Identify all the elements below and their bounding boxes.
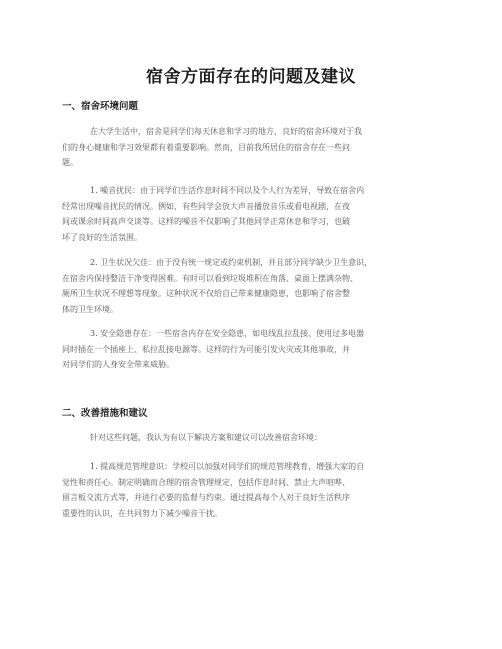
paragraph-line: 觉性和责任心。制定明确而合理的宿舍管理规定，包括作息时间、禁止大声喧哗、 [62,477,350,487]
paragraph-noise [62,183,462,245]
paragraph-intro [62,124,462,171]
paragraph-line: 坏了良好的生活氛围。 [62,232,142,242]
section-heading-environment: 一、宿舍环境问题 [62,101,139,112]
paragraph-line: 同时插在一个插座上、私拉乱接电源等。这样的行为可能引发火灾或其他事故，并 [62,344,350,354]
paragraph-line: 题。 [62,158,78,167]
paragraph-line: 经常出现噪音扰民的情况。例如，有些同学会放大声音播放音乐或看电视剧，在夜 [62,201,350,211]
paragraph-line: 对同学们的人身安全带来威胁。 [62,360,174,369]
paragraph-line: 2. 卫生状况欠佳：由于没有统一规定或约束机制，并且部分同学缺少卫生意识， [90,258,373,267]
paragraph-line: 间或课余时间高声交谈等。这样的噪音不仅影响了其他同学正常休息和学习，也破 [62,217,350,226]
paragraph-line: 厕所卫生状况不理想等现象。这种状况不仅给自己带来健康隐患，也影响了宿舍整 [62,289,350,298]
paragraph-line: 在宿舍内保持整洁干净变得困难。有时可以看到垃圾堆积在角落、桌面上摆满杂物、 [62,273,358,283]
paragraph-line: 1. 提高规范管理意识：学校可以加强对同学们的规范管理教育，增强大家的自 [90,462,365,471]
paragraph-line: 1. 噪音扰民：由于同学们生活作息时间不同以及个人行为差异，导致在宿舍内 [90,186,365,195]
paragraph-management [62,459,462,521]
paragraph-hygiene [62,255,462,317]
paragraph-line: 们的身心健康和学习效果都有着重要影响。然而，目前我所居住的宿舍存在一些问 [62,142,350,152]
paragraph-line: 重要性的认识，在共同努力下减少噪音干扰。 [62,508,222,518]
paragraph-suggestion-intro [62,430,462,446]
paragraph-line: 3. 安全隐患存在：一些宿舍内存在安全隐患，如电线乱拉乱接、使用过多电器 [90,329,365,338]
document-title: 宿舍方面存在的问题及建议 [146,67,356,87]
section-heading-suggestions: 二、改善措施和建议 [62,408,148,419]
paragraph-line: 留言板交流方式等，并进行必要的监督与约束。通过提高每个人对于良好生活秩序 [62,493,350,502]
paragraph-safety [62,326,462,373]
paragraph-line: 针对这些问题，我认为有以下解决方案和建议可以改善宿舍环境： [90,433,322,442]
paragraph-line: 体的卫生环境。 [62,304,118,314]
paragraph-line: 在大学生活中，宿舍是同学们每天休息和学习的地方，良好的宿舍环境对于我 [90,127,362,136]
